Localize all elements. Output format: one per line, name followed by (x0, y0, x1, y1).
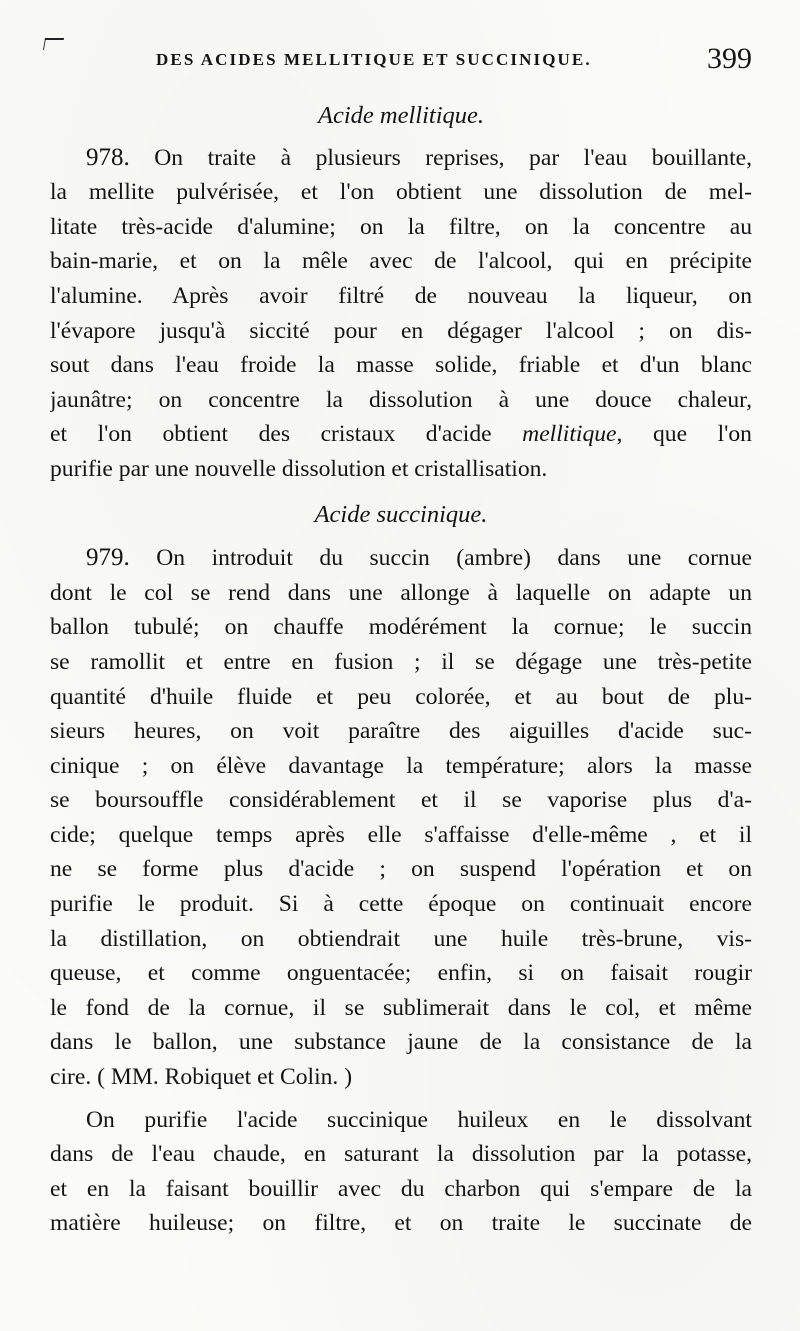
section-heading-succinique: Acide succinique. (314, 500, 488, 528)
text-line: ne se forme plus d'acide ; on suspend l'opération et on (50, 856, 752, 883)
text-line: sieurs heures, on voit paraître des aiguilles d'acide suc- (50, 718, 752, 745)
text-line: et l'on obtient des cristaux d'acide mellitique, que l'on (50, 421, 752, 448)
page-header (150, 44, 758, 84)
text-line: cire. ( MM. Robiquet et Colin. ) (50, 1064, 353, 1091)
italic-term: mellitique (522, 421, 617, 448)
running-head: DES ACIDES MELLITIQUE ET SUCCINIQUE. (156, 50, 592, 69)
text-line: se ramollit et entre en fusion ; il se dégage une très-petite (50, 648, 752, 675)
text-line: queuse, et comme onguentacée; enfin, si on faisait rougir (50, 960, 752, 987)
text-line: la distillation, on obtiendrait une huile très-brune, vis- (50, 925, 752, 952)
text-line: purifie par une nouvelle dissolution et cristallisation. (50, 455, 548, 482)
paragraph-979 (50, 541, 752, 1095)
paragraph-number: 978. (86, 143, 130, 171)
text-line: et en la faisant bouillir avec du charbon qui s'empare de la (50, 1175, 752, 1202)
paragraph-number: 979. (86, 544, 130, 572)
page-number: 399 (707, 42, 752, 75)
text-line: litate très-acide d'alumine; on la filtre, on la concentre au (50, 213, 752, 240)
text-line: cide; quelque temps après elle s'affaisse d'elle-même , et il (50, 821, 752, 848)
text-line: dans de l'eau chaude, en saturant la dissolution par la potasse, (50, 1141, 752, 1168)
text-line: sout dans l'eau froide la masse solide, friable et d'un blanc (50, 352, 752, 379)
paragraph-978 (50, 141, 752, 487)
text-line: l'évapore jusqu'à siccité pour en dégager l'alcool ; on dis- (50, 317, 752, 344)
text-line: quantité d'huile fluide et peu colorée, et au bout de plu- (50, 683, 752, 710)
text-line: On purifie l'acide succinique huileux en le dissolvant (86, 1106, 752, 1133)
text-line: purifie le produit. Si à cette époque on continuait encore (50, 891, 752, 918)
text-line: cinique ; on élève davantage la température; alors la masse (50, 752, 752, 779)
text-line: le fond de la cornue, il se sublimerait dans le col, et même (50, 994, 752, 1021)
section-heading-mellitique: Acide mellitique. (318, 102, 484, 129)
body-text (50, 96, 752, 1241)
printer-mark (43, 38, 64, 50)
text-line: l'alumine. Après avoir filtré de nouveau la liqueur, on (50, 282, 752, 309)
text-line: 978. On traite à plusieurs reprises, par l'eau bouillante, (86, 143, 752, 171)
text-line: jaunâtre; on concentre la dissolution à une douce chaleur, (50, 386, 752, 413)
paragraph-purification (50, 1103, 752, 1241)
text-line: ballon tubulé; on chauffe modérément la cornue; le succin (50, 614, 752, 641)
text-line: dont le col se rend dans une allonge à laquelle on adapte un (50, 579, 752, 606)
text-line: la mellite pulvérisée, et l'on obtient une dissolution de mel- (50, 179, 752, 206)
text-line: matière huileuse; on filtre, et on traite le succinate de (50, 1210, 752, 1237)
text-line: 979. On introduit du succin (ambre) dans une cornue (86, 544, 752, 572)
text-line: se boursouffle considérablement et il se vaporise plus d'a- (50, 787, 752, 814)
text-line: dans le ballon, une substance jaune de la consistance de la (50, 1029, 752, 1056)
text-line: bain-marie, et on la mêle avec de l'alcool, qui en précipite (50, 248, 752, 275)
